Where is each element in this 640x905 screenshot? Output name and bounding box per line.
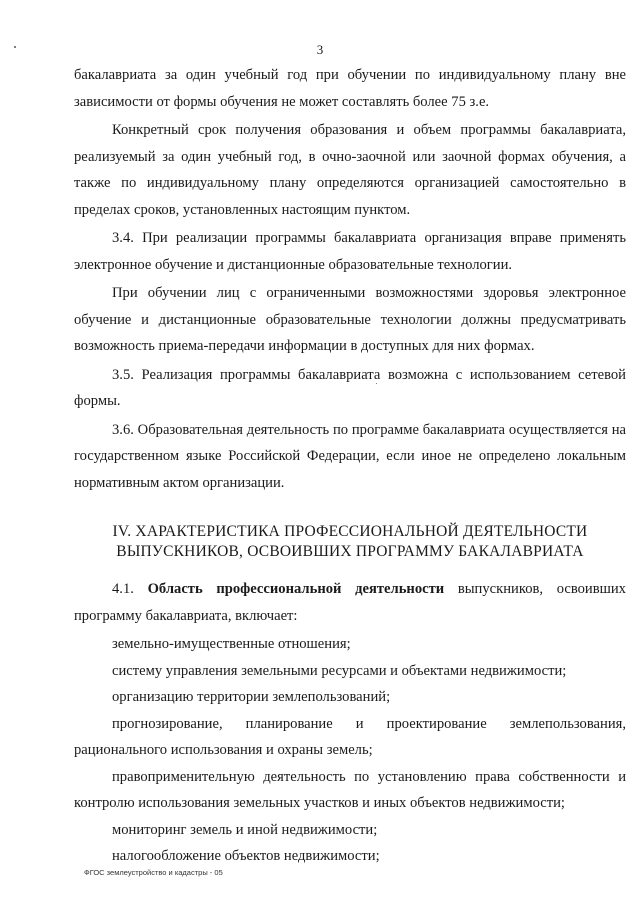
list-item: мониторинг земель и иной недвижимости; — [112, 821, 378, 838]
clause-text: выпускников, освоивших программу бакалавриата, включает: — [74, 581, 626, 624]
clause-4-1 — [74, 576, 626, 629]
paragraph: 3.4. При реализации программы бакалавриата организация вправе применять электронное обучение и дистанционные образовательные технологии. — [74, 230, 626, 273]
clause-number: 4.1. — [112, 581, 134, 597]
paragraph: бакалавриата за один учебный год при обучении по индивидуальному плану вне зависимости от формы обучения не может составлять более 75 з.е. — [74, 67, 626, 110]
paragraph: Конкретный срок получения образования и объем программы бакалавриата, реализуемый за один учебный год, в очно-заочной или заочной формах обучения, а также по индивидуальному плану определяются организацией самостоятельно в пределах сроков, установленных настоящим пунктом. — [74, 122, 626, 218]
page-number: 3 — [316, 42, 324, 57]
list-item: правоприменительную деятельность по установлению права собственности и контролю использования земельных участков и иных объектов недвижимости; — [74, 768, 626, 811]
activity-list — [74, 631, 626, 870]
paragraph: 3.5. Реализация программы бакалавриата возможна с использованием сетевой формы. — [74, 366, 626, 409]
paragraph: При обучении лиц с ограниченными возможностями здоровья электронное обучение и дистанционные образовательные технологии должны предусматривать возможность приема-передачи информации в доступных для них формах. — [74, 285, 626, 354]
document-body — [74, 62, 626, 870]
list-item: прогнозирование, планирование и проектирование землепользования, рационального использования и охраны земель; — [74, 715, 626, 758]
footer-label: ФГОС землеустройство и кадастры - 05 — [84, 868, 223, 877]
scan-speck — [14, 46, 16, 48]
list-item: организацию территории землепользований; — [112, 689, 391, 705]
list-item: налогообложение объектов недвижимости; — [112, 848, 380, 864]
list-item: земельно-имущественные отношения; — [112, 636, 351, 652]
paragraph: 3.6. Образовательная деятельность по программе бакалавриата осуществляется на государственном языке Российской Федерации, если иное не определено локальным нормативным актом организации. — [74, 421, 626, 491]
section-title-line: ВЫПУСКНИКОВ, ОСВОИВШИХ ПРОГРАММУ БАКАЛАВРИАТА — [116, 543, 584, 560]
list-item: систему управления земельными ресурсами и объектами недвижимости; — [112, 662, 567, 679]
section-title — [74, 522, 626, 562]
section-title-line: IV. ХАРАКТЕРИСТИКА ПРОФЕССИОНАЛЬНОЙ ДЕЯТЕЛЬНОСТИ — [112, 523, 588, 540]
clause-bold-term: Область профессиональной деятельности — [147, 581, 445, 597]
